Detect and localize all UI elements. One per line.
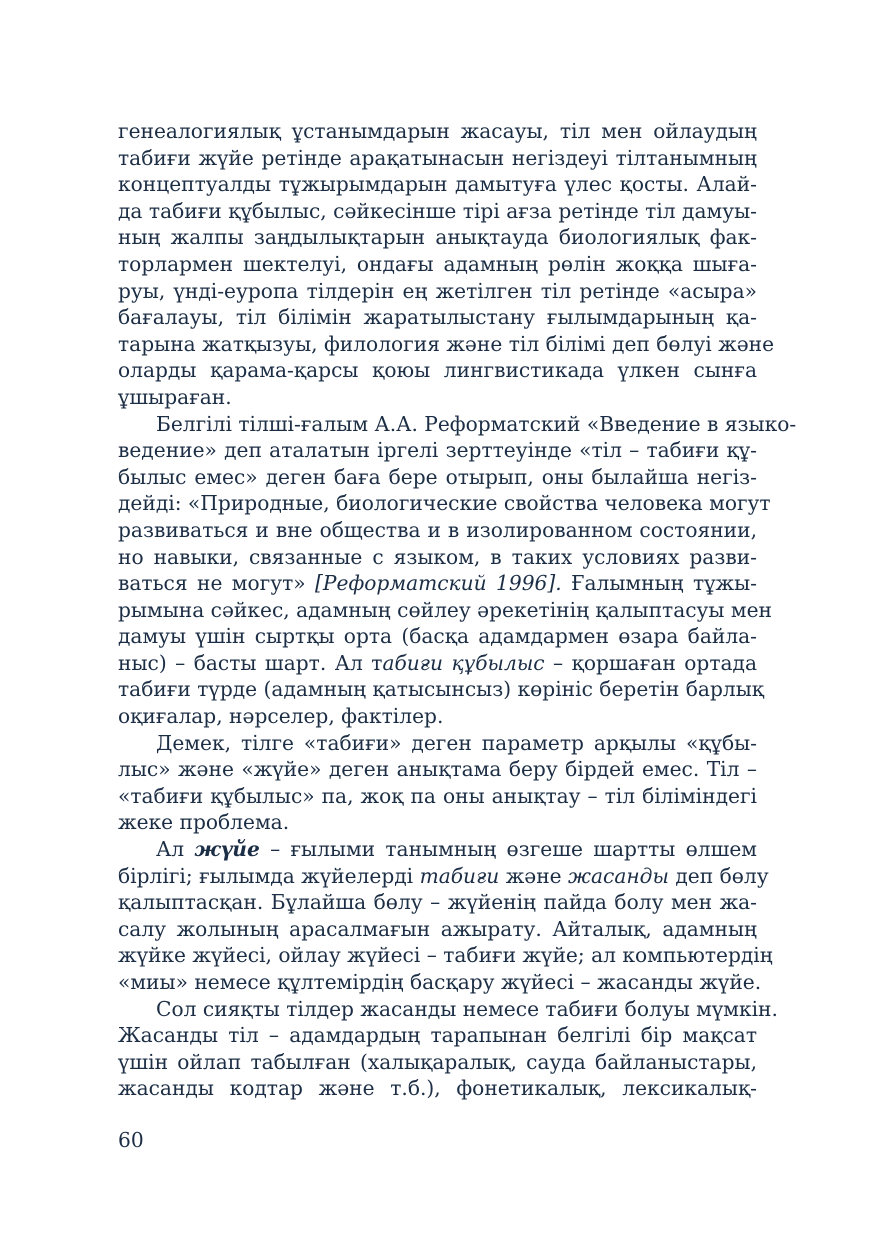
text-line [118,623,757,650]
text-line [118,1075,757,1102]
text-line [118,836,757,863]
text-segment: ваться не могут» [118,571,316,596]
text-segment: табиғи жүйе ретінде арақатынасын негіздеуі тілтанымның [118,145,757,170]
text-segment: ның жалпы заңдылықтарын анықтауда биологиялық фак- [118,225,757,250]
italic-term: жасанды [568,863,669,888]
text-segment: салу жолының арасалмағын ажырату. Айталық, адамның [118,916,757,941]
text-line [118,730,757,757]
paragraph-p3 [118,730,757,836]
text-segment: үшін ойлап табылған (халықаралық, сауда байланыстары, [118,1049,757,1074]
paragraph-p1 [118,118,775,411]
text-segment: Демек, тілге «табиғи» деген параметр арқылы «құбы- [156,730,757,755]
text-line [118,809,757,836]
text-segment: – қоршаған ортада [544,650,757,675]
text-segment: – ғылыми танымның өзгеше шартты өлшем [259,837,758,862]
text-line [118,942,773,969]
text-line [118,756,757,783]
text-line [118,198,757,225]
text-line [118,517,757,544]
italic-term: абиғи құбылыс [382,650,545,675]
text-line [118,969,762,996]
text-segment: лыс» және «жүйе» деген анықтама беру бірдей емес. Тіл – [118,757,757,782]
text-segment: Ғалымның тұжы- [561,571,757,596]
paragraph-p2 [118,411,797,730]
text-line [118,703,757,730]
text-segment: рымына сәйкес, адамның сөйлеу әрекетінің қалыптасуы мен [118,597,773,622]
text-line [118,251,757,278]
text-segment: және [499,863,569,888]
text-segment: ұшыраған. [118,384,232,409]
text-segment: ныс) – басты шарт. Ал т [118,650,383,675]
text-line [118,1022,757,1049]
text-segment: тарына жатқызуы, филология және тіл білімі деп бөлуі және [118,331,775,356]
text-segment: деп бөлу [668,863,769,888]
text-line [118,384,757,411]
text-segment: жеке проблема. [118,810,290,835]
text-segment: «табиғи құбылыс» па, жоқ па оны анықтау – тіл біліміндегі [118,783,757,808]
text-segment: Жасанды тіл – адамдардың тарапынан белгілі бір мақсат [118,1023,757,1048]
text-segment: оларды қарама-қарсы қоюы лингвистикада үлкен сынға [118,358,757,383]
text-segment: табиғи түрде (адамның қатысынсыз) көрініс беретін барлық [118,677,764,702]
text-line [118,331,775,358]
text-line [118,118,757,145]
text-line [118,996,778,1023]
text-line [118,544,757,571]
text-segment: торлармен шектелуі, ондағы адамның рөлін жоққа шыға- [118,251,757,276]
text-segment: Ал [156,837,195,862]
text-segment: Белгілі тілші-ғалым А.А. Реформатский «Введение в языко- [156,411,797,436]
text-line [118,145,757,172]
italic-term: табиғи [419,863,500,888]
text-segment: дамуы үшін сыртқы орта (басқа адамдармен өзара байла- [118,624,757,649]
text-line [118,171,757,198]
text-segment: да табиғи құбылыс, сәйкесінше тірі ағза ретінде тіл дамуы- [118,198,757,223]
paragraph-p5 [118,996,778,1102]
text-line [118,464,757,491]
text-segment: дейді: «Природные, биологические свойства человека могут [118,491,771,516]
text-segment: руы, үнді-еуропа тілдерін ең жетілген тіл ретінде «асыра» [118,278,757,303]
text-line [118,783,757,810]
text-segment: генеалогиялық ұстанымдарын жасауы, тіл мен ойлаудың [118,119,757,143]
text-segment: қалыптасқан. Бұлайша бөлу – жүйенің пайда болу мен жа- [118,890,757,915]
text-segment: но навыки, связанные с языком, в таких условиях разви- [118,544,757,569]
italic-term: [Реформатский 1996]. [315,571,562,596]
text-line [118,411,797,438]
text-line [118,676,764,703]
text-line [118,1049,757,1076]
text-segment: бағалауы, тіл білімін жаратылыстану ғылымдарының қа- [118,305,757,330]
text-line [118,650,757,677]
page-number: 60 [118,1128,144,1152]
text-segment: жүйке жүйесі, ойлау жүйесі – табиғи жүйе; ал компьютердің [118,943,773,968]
text-line [118,597,773,624]
text-segment: былыс емес» деген баға бере отырып, оны былайша негіз- [118,464,757,489]
text-line [118,490,771,517]
text-line [118,570,757,597]
text-segment: бірлігі; ғылымда жүйелерді [118,863,420,888]
text-line [118,278,757,305]
paragraph-p4 [118,836,773,996]
text-segment: «миы» немесе құлтемірдің басқару жүйесі – жасанды жүйе. [118,970,762,994]
text-line [118,889,757,916]
text-segment: Сол сияқты тілдер жасанды немесе табиғи болуы мүмкін. [156,996,778,1021]
text-segment: концептуалды тұжырымдарын дамытуға үлес қосты. Алай- [118,172,757,197]
text-line [118,437,757,464]
page-body [118,118,797,1102]
text-segment: жасанды кодтар және т.б.), фонетикалық, лексикалық- [118,1076,757,1101]
text-segment: ведение» деп аталатын іргелі зерттеуінде «тіл – табиғи құ- [118,438,757,463]
bold-italic-term: жүйе [194,837,260,862]
text-line [118,916,757,943]
text-line [118,357,757,384]
text-line [118,304,757,331]
text-line [118,863,769,890]
text-segment: оқиғалар, нәрселер, фактілер. [118,704,444,729]
text-line [118,224,757,251]
text-segment: развиваться и вне общества и в изолированном состоянии, [118,517,757,542]
